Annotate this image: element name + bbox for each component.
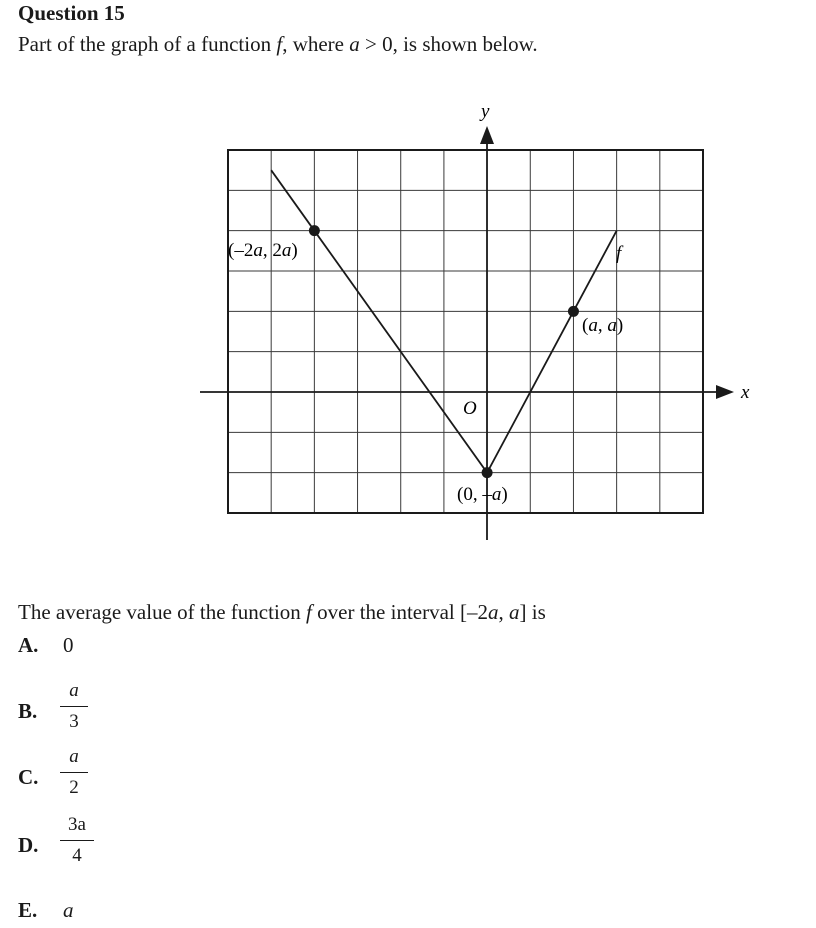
- fraction-numerator: a: [69, 680, 79, 701]
- option-answer: a: [63, 898, 74, 922]
- marked-point: [568, 306, 579, 317]
- point-label-bottom: (0, –a): [457, 484, 508, 505]
- stem-f: f: [306, 600, 312, 624]
- fraction: [60, 746, 88, 799]
- y-axis-label: y: [481, 101, 490, 122]
- intro-a: a: [349, 32, 360, 56]
- intro-text-post: > 0, is shown below.: [359, 32, 538, 56]
- fraction-bar: [60, 772, 88, 773]
- point-label-right: (a, a): [582, 315, 624, 336]
- option-letter: E.: [18, 898, 38, 922]
- fraction-denominator: 4: [72, 845, 82, 866]
- fraction: [60, 814, 94, 867]
- fraction-numerator: a: [69, 746, 79, 767]
- curve-label: f: [616, 243, 622, 264]
- intro-text-mid: , where: [282, 32, 350, 56]
- fraction: [60, 680, 88, 733]
- x-axis-label: x: [741, 382, 750, 403]
- option-letter: A.: [18, 633, 39, 657]
- stem-text-post: ] is: [519, 600, 546, 624]
- question-title: Question 15: [18, 1, 125, 25]
- stem-comma: ,: [498, 600, 509, 624]
- option-letter: C.: [18, 765, 39, 789]
- y-axis-arrow-icon: [480, 126, 494, 144]
- x-axis-arrow-icon: [716, 385, 734, 399]
- option-letter: B.: [18, 699, 38, 723]
- option-letter: D.: [18, 833, 39, 857]
- fraction-numerator: 3a: [68, 814, 86, 835]
- stem-a2: a: [509, 600, 520, 624]
- grid: [228, 150, 703, 513]
- fraction-denominator: 3: [69, 711, 79, 732]
- point-label-left: (–2a, 2a): [228, 240, 298, 261]
- fraction-bar: [60, 706, 88, 707]
- stem-text-pre: The average value of the function: [18, 600, 307, 624]
- fraction-bar: [60, 840, 94, 841]
- stem-a1: a: [488, 600, 499, 624]
- option-answer: 0: [63, 633, 74, 657]
- stem-text-mid: over the interval [–2: [311, 600, 488, 624]
- intro-text-pre: Part of the graph of a function: [18, 32, 277, 56]
- question-stem: [18, 600, 546, 625]
- grid-border: [228, 150, 703, 513]
- marked-point: [309, 225, 320, 236]
- intro-f: f: [276, 32, 283, 56]
- origin-label: O: [463, 398, 477, 419]
- marked-point: [482, 467, 493, 478]
- fraction-denominator: 2: [69, 777, 79, 798]
